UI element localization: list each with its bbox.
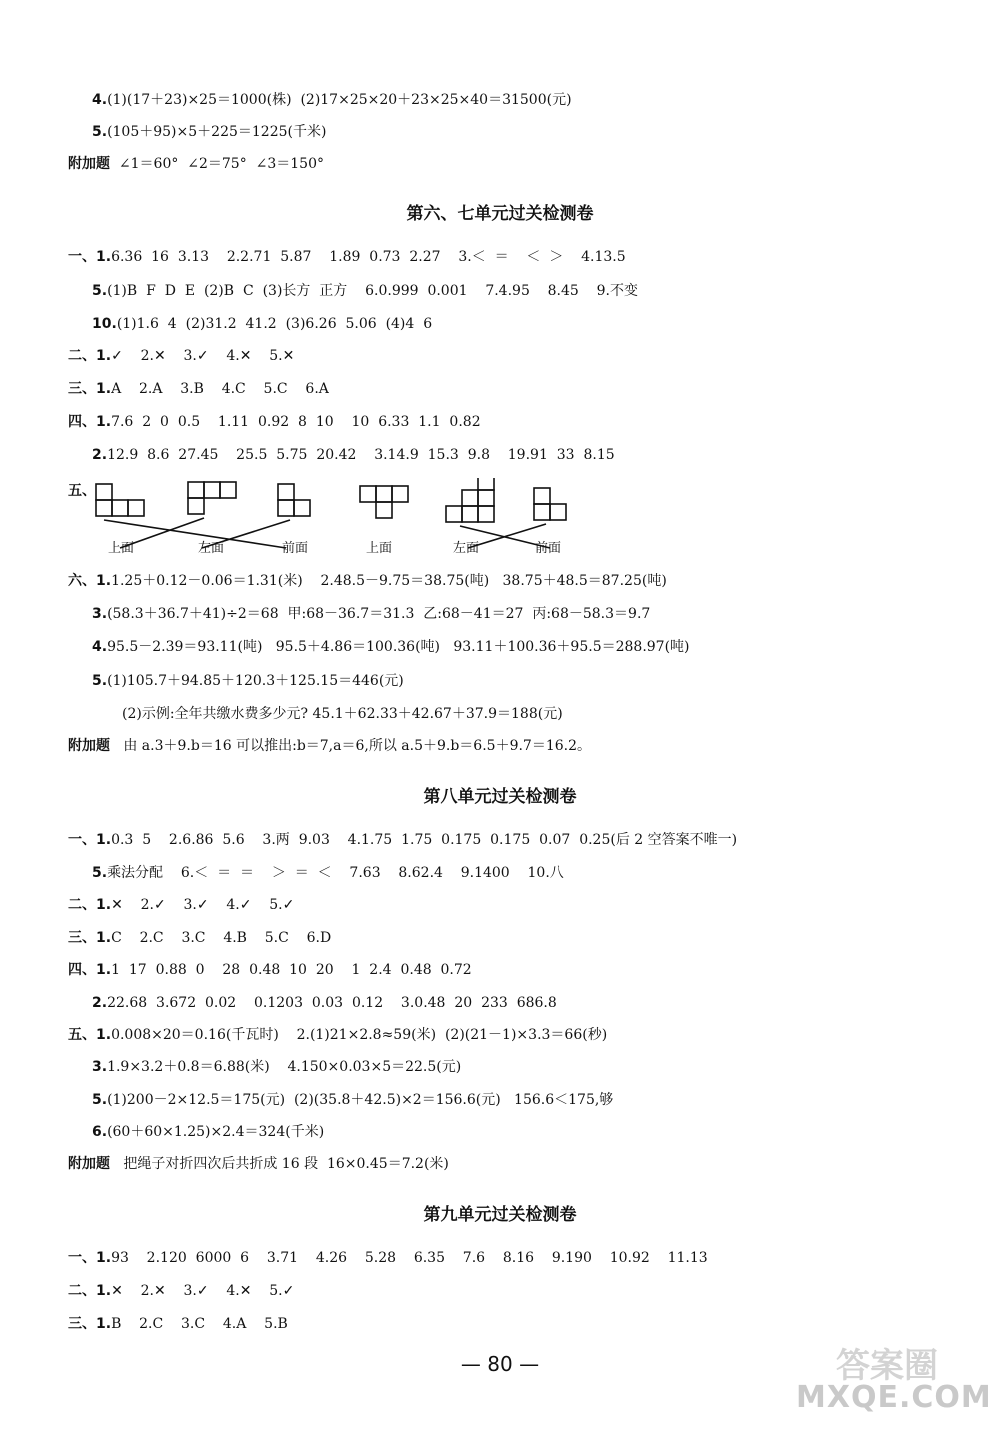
answer-line: 10.(1)1.6 4 (2)31.2 41.2 (3)6.26 5.06 (4)4 6	[92, 316, 433, 332]
answer-line: 二、1.✓ 2.✕ 3.✓ 4.✕ 5.✕	[68, 348, 295, 364]
answer-line: 一、1.6.36 16 3.13 2.2.71 5.87 1.89 0.73 2.27 3.＜ ＝ ＜ ＞ 4.13.5	[68, 249, 626, 265]
answer-line: 二、1.✕ 2.✕ 3.✓ 4.✕ 5.✓	[68, 1283, 295, 1299]
bonus-line: 附加题 由 a.3＋9.b＝16 可以推出:b＝7,a＝6,所以 a.5＋9.b＝6.5＋9.7＝16.2。	[68, 738, 592, 754]
section-title: 第八单元过关检测卷	[423, 787, 577, 807]
answer-line: 五、1.0.008×20＝0.16(千瓦时) 2.(1)21×2.8≈59(米) (2)(21－1)×3.3＝66(秒)	[68, 1027, 608, 1043]
page-number: — 80 —	[460, 1352, 540, 1376]
answer-line: 三、1.C 2.C 3.C 4.B 5.C 6.D	[68, 930, 332, 946]
answer-line: 一、1.93 2.120 6000 6 3.71 4.26 5.28 6.35 7.6 8.16 9.190 10.92 11.13	[68, 1250, 708, 1266]
section-title: 第九单元过关检测卷	[423, 1205, 577, 1225]
answer-line: 六、1.1.25＋0.12－0.06＝1.31(米) 2.48.5－9.75＝38.75(吨) 38.75＋48.5＝87.25(吨)	[68, 573, 667, 589]
section-title: 第六、七单元过关检测卷	[406, 204, 594, 224]
answer-line: 5.(1)200－2×12.5＝175(元) (2)(35.8＋42.5)×2＝156.6(元) 156.6＜175,够	[92, 1092, 614, 1108]
answer-line: 三、1.B 2.C 3.C 4.A 5.B	[68, 1316, 288, 1332]
answer-line: 2.22.68 3.672 0.02 0.1203 0.03 0.12 3.0.48 20 233 686.8	[92, 995, 557, 1011]
view-label: 上面	[108, 541, 135, 556]
answer-line: 6.(60＋60×1.25)×2.4＝324(千米)	[92, 1124, 325, 1140]
view-label: 左面	[198, 541, 225, 556]
answer-line: 5.(105＋95)×5＋225＝1225(千米)	[92, 124, 327, 140]
answer-line: 五、	[68, 483, 96, 499]
view-label: 前面	[535, 541, 562, 556]
answer-line: 2.12.9 8.6 27.45 25.5 5.75 20.42 3.14.9 15.3 9.8 19.91 33 8.15	[92, 447, 615, 463]
answer-line: 4.95.5－2.39＝93.11(吨) 95.5＋4.86＝100.36(吨) 93.11＋100.36＋95.5＝288.97(吨)	[92, 639, 690, 655]
answer-line: 四、1.7.6 2 0 0.5 1.11 0.92 8 10 10 6.33 1.1 0.82	[68, 414, 481, 430]
view-label: 前面	[282, 541, 309, 556]
answer-line: 三、1.A 2.A 3.B 4.C 5.C 6.A	[68, 381, 329, 397]
answer-line: 5.(1)105.7＋94.85＋120.3＋125.15＝446(元)	[92, 673, 404, 689]
view-matching-diagram	[90, 478, 590, 558]
answer-line: 二、1.✕ 2.✓ 3.✓ 4.✓ 5.✓	[68, 897, 295, 913]
answer-line: 5.(1)B F D E (2)B C (3)长方 正方 6.0.999 0.001 7.4.95 8.45 9.不变	[92, 283, 638, 299]
answer-line: 3.1.9×3.2＋0.8＝6.88(米) 4.150×0.03×5＝22.5(元)	[92, 1059, 462, 1075]
answer-line: 4.(1)(17＋23)×25＝1000(株) (2)17×25×20＋23×25×40＝31500(元)	[92, 92, 572, 108]
watermark-logo: 答案圈	[836, 1346, 938, 1386]
bonus-line: 附加题 ∠1＝60° ∠2＝75° ∠3＝150°	[68, 156, 324, 172]
view-label: 左面	[453, 541, 480, 556]
answer-line: 3.(58.3＋36.7＋41)÷2＝68 甲:68－36.7＝31.3 乙:68－41＝27 丙:68－58.3＝9.7	[92, 606, 651, 622]
view-label: 上面	[366, 541, 393, 556]
answer-line: 一、1.0.3 5 2.6.86 5.6 3.两 9.03 4.1.75 1.75 0.175 0.175 0.07 0.25(后 2 空答案不唯一)	[68, 832, 738, 848]
answer-line: (2)示例:全年共缴水费多少元? 45.1＋62.33＋42.67＋37.9＝188(元)	[122, 706, 563, 722]
answer-line: 5.乘法分配 6.＜ ＝ ＝ ＞ ＝ ＜ 7.63 8.62.4 9.1400 10.八	[92, 865, 564, 881]
bonus-line: 附加题 把绳子对折四次后共折成 16 段 16×0.45＝7.2(米)	[68, 1156, 449, 1172]
answer-line: 四、1.1 17 0.88 0 28 0.48 10 20 1 2.4 0.48 0.72	[68, 962, 472, 978]
watermark: MXQE.COM	[796, 1380, 992, 1415]
